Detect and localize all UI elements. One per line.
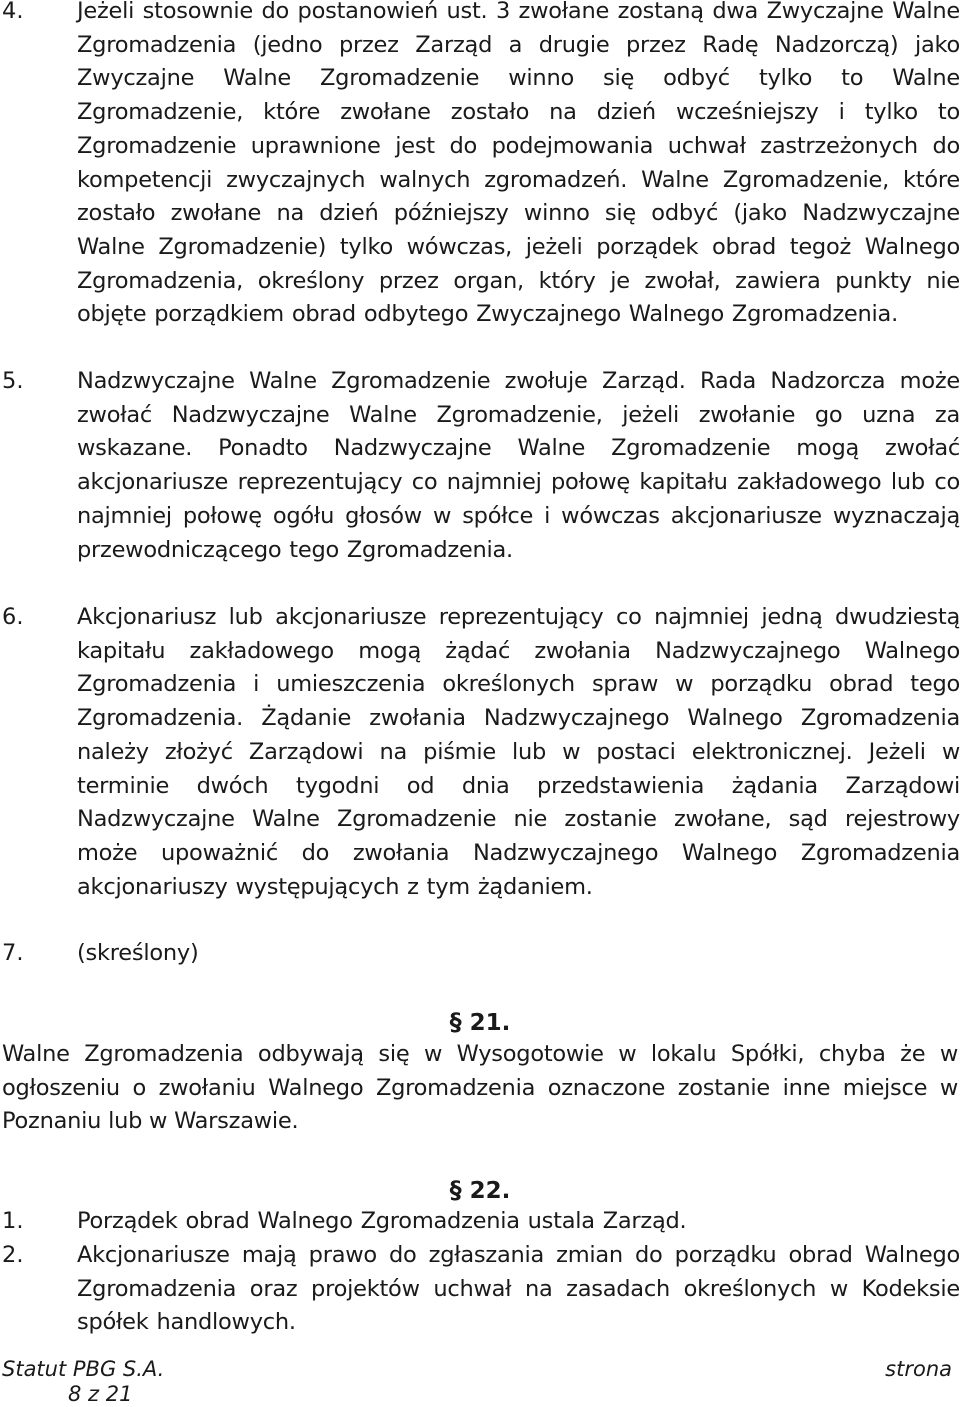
item-text: Nadzwyczajne Walne Zgromadzenie zwołuje Zarząd. Rada Nadzorcza może zwołać Nadzwyczajne Walne Zgromadzenie, jeżeli zwołanie go uzna za wskazane. Ponadto Nadzwyczajne Walne Zgromadzenie mogą zwołać akcjonariusze reprezentujący co najmniej połowę kapitału zakładowego lub co najmniej połowę ogółu głosów w spółce i wówczas akcjonariusze wyznaczają przewodniczącego tego Zgromadzenia. <box>77 368 960 563</box>
section-21-heading <box>0 1007 960 1038</box>
item-number: 6. <box>2 604 24 630</box>
footer-page-label: strona <box>885 1357 952 1381</box>
item-text: Akcjonariusze mają prawo do zgłaszania zmian do porządku obrad Walnego Zgromadzenia oraz projektów uchwał na zasadach określonych w Kodeksie spółek handlowych. <box>77 1242 960 1336</box>
item-number: 2. <box>2 1242 24 1268</box>
item-text: Jeżeli stosownie do postanowień ust. 3 zwołane zostaną dwa Zwyczajne Walne Zgromadzenia (jedno przez Zarząd a drugie przez Radę Nadzorczą) jako Zwyczajne Walne Zgromadzenie winno się odbyć tylko to Walne Zgromadzenie, które zwołane zostało na dzień wcześniejszy i tylko to Zgromadzenie uprawnione jest do podejmowania uchwał zastrzeżonych do kompetencji zwyczajnych walnych zgromadzeń. Walne Zgromadzenie, które zostało zwołane na dzień późniejszy winno się odbyć (jako Nadzwyczajne Walne Zgromadzenie) tylko wówczas, jeżeli porządek obrad tegoż Walnego Zgromadzenia, określony przez organ, który je zwołał, zawiera punkty nie objęte porządkiem obrad odbytego Zwyczajnego Walnego Zgromadzenia. <box>77 0 960 328</box>
item-number: 4. <box>2 0 24 24</box>
list-item-6 <box>0 601 960 904</box>
paragraph-symbol: § <box>449 1176 462 1204</box>
footer-doc-title: Statut PBG S.A. <box>2 1357 165 1381</box>
section-22-heading <box>0 1175 960 1206</box>
item-text: (skreślony) <box>77 940 199 966</box>
section-21-text: Walne Zgromadzenia odbywają się w Wysogotowie w lokalu Spółki, chyba że w ogłoszeniu o zwołaniu Walnego Zgromadzenia oznaczone zostanie inne miejsce w Poznaniu lub w Warszawie. <box>2 1041 958 1135</box>
item-text: Porządek obrad Walnego Zgromadzenia ustala Zarząd. <box>77 1208 687 1234</box>
section-number: 22. <box>469 1178 511 1204</box>
section-number: 21. <box>469 1010 511 1036</box>
item-text: Akcjonariusz lub akcjonariusze reprezentujący co najmniej jedną dwudziestą kapitału zakładowego mogą żądać zwołania Nadzwyczajnego Walnego Zgromadzenia i umieszczenia określonych spraw w porządku obrad tego Zgromadzenia. Żądanie zwołania Nadzwyczajnego Walnego Zgromadzenia należy złożyć Zarządowi na piśmie lub w postaci elektronicznej. Jeżeli w terminie dwóch tygodni od dnia przedstawienia żądania Zarządowi Nadzwyczajne Walne Zgromadzenie nie zostanie zwołane, sąd rejestrowy może upoważnić do zwołania Nadzwyczajnego Walnego Zgromadzenia akcjonariuszy występujących z tym żądaniem. <box>77 604 960 900</box>
list-item-4 <box>0 0 960 332</box>
list-item-7 <box>0 937 960 971</box>
footer-page-number: 8 z 21 <box>68 1382 133 1406</box>
list-item-5 <box>0 365 960 567</box>
item-number: 5. <box>2 368 24 394</box>
item-number: 7. <box>2 940 24 966</box>
list-item-2 <box>0 1239 960 1340</box>
list-item-1 <box>0 1205 960 1239</box>
paragraph-symbol: § <box>449 1008 462 1036</box>
item-number: 1. <box>2 1208 24 1234</box>
